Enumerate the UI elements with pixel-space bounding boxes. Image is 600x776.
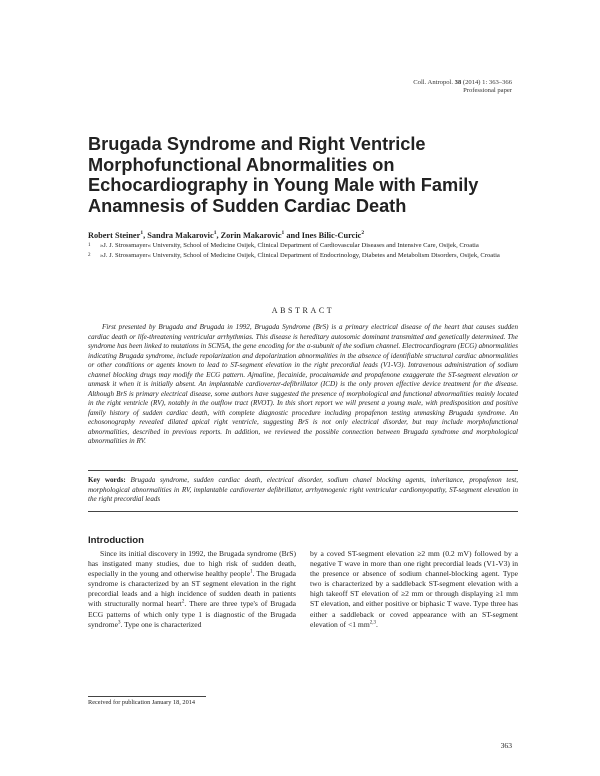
author-name: Ines Bilic-Curcic: [301, 230, 362, 240]
author-affiliation-mark: 1: [140, 230, 144, 236]
paper-title: Brugada Syndrome and Right Ventricle Morphofunctional Abnormalities on Echocardiography in Young Male with Family Anamnesis of Sudden Cardiac Death: [88, 134, 479, 216]
author-name: Zorin Makarovic: [220, 230, 282, 240]
citation-ref: 2,3: [369, 620, 376, 626]
author-name: Sandra Makarovic: [147, 230, 214, 240]
keywords-bottom-rule: [88, 511, 518, 512]
author-affiliation-mark: 2: [361, 230, 365, 236]
affiliation: [88, 252, 518, 261]
citation-ref: 1: [250, 569, 253, 575]
abstract-text: First presented by Brugada and Brugada in 1992, Brugada Syndrome (BrS) is a primary electrical disease of the heart that causes sudden cardiac death or life-threatening ventricular arrhythmias. This disease is hereditary autosomic dominant transmitted and genetically determined. The syndrome has been linked to mutations in SCN5A, the gene encoding for the α-subunit of the sodium channel. Electrocardiogram (ECG) abnormalities indicating Brugada syndrome, include repolarization and depolarization abnormalities in the absence of identifiable structural cardiac abnormalities or other conditions or agents known to lead to ST-segment elevation in the right precordial leads (V1-V3). Intravenous administration of sodium channel blocking drugs may modify the ECG pattern. Ajmaline, flecainide, procainamide and propafenone exaggerate the ST-segment elevation or unmask it when it is initially absent. An implantable cardioverter-defibrillator (ICD) is the only proven effective device treatment for the disease. Although BrS is primary electrical disease, some authors have suggested the presence of morphological and functional abnormalities mainly located in the right ventricle (RV), notably in the outflow tract (RVOT). In this short report we will present a young male, with predisposition and positive family history of sudden cardiac death, with complete diagnostic procedure including propafenon testing unmasking Brugada syndrome. An echosonography revealed dilated apical right ventricle, suggesting BrS is not only electrical disorder, but may include morphofunctional abnormalities, described in previous reports. In addition, we reviewed the possible connection between Brugada syndrome and morphological abnormalities in RV.: [88, 323, 518, 445]
affiliation: [88, 242, 518, 251]
received-footnote: Received for publication January 18, 2014: [88, 699, 196, 706]
section-heading-introduction: Introduction: [88, 535, 144, 546]
citation-ref: 3: [117, 620, 121, 626]
author-name: Robert Steiner: [88, 230, 141, 240]
affiliation-text: »J. J. Strossmayer« University, School of Medicine Osijek, Clinical Department of Endocrinology, Diabetes and Metabolism Disorders, Osijek, Croatia: [100, 251, 500, 259]
keywords-label: Key words:: [88, 476, 126, 484]
keywords-text: Brugada syndrome, sudden cardiac death, electrical disorder, sodium chanel blocking agents, inheritance, propafenon test, morphological abnormalities in RV, implantable cardioverter defibrillator, arrhytmogenic right ventricular cardiomyopathy, ST-segment elevation in the right precordial leads: [88, 476, 519, 503]
footnote-rule: [88, 696, 206, 697]
affiliation-number: 2: [88, 252, 91, 258]
journal-reference: [413, 79, 512, 95]
keywords-top-rule: [88, 470, 518, 471]
keywords: [88, 476, 518, 505]
abstract-heading: ABSTRACT: [271, 306, 335, 315]
affiliation-list: [88, 242, 518, 261]
author-affiliation-mark: 1: [213, 230, 217, 236]
citation-ref: 2: [181, 599, 185, 605]
author-list: Robert Steiner$^1$, Sandra Makarovic$^1$, Zorin Makarovic$^1$ and Ines Bilic-Curcic$^2$: [88, 230, 365, 240]
affiliation-number: 1: [88, 243, 91, 248]
page-number: 363: [500, 741, 512, 750]
intro-column-right: by a coved ST-segment elevation ≥2 mm (0.2 mV) followed by a negative T wave in more than one right precordial leads (V1-V3) in the presence or absence of sodium channel-blocking agent. Type two is characterized by a saddleback ST-segment elevation with a high takeoff ST elevation of ≥2 mm or through displaying ≥1 mm ST elevation, and either positive or biphasic T wave. Type three has either a saddleback or coved appearance with an ST-segment elevation of <1 mm$^{2,3}$.: [310, 549, 518, 629]
article-type: Professional paper: [463, 87, 512, 94]
affiliation-text: »J. J. Strossmayer« University, School of Medicine Osijek, Clinical Department of Cardiovascular Diseases and Intensive Care, Osijek, Croatia: [100, 242, 479, 249]
journal-citation: Coll. Antropol. 38 (2014) 1: 363–366: [413, 79, 512, 86]
intro-column-left: Since its initial discovery in 1992, the Brugada syndrome (BrS) has instigated many studies, due to high risk of sudden death, especially in the young and otherwise healthy people$^1$. The Brugada syndrome is characterized by an ST segment elevation in the right precordial leads and a high incidence of sudden death in patients with structurally normal heart$^2$. There are three type's of Brugada ECG patterns of which only type 1 is diagnostic of the Brugada syndrome$^3$. Type one is characterized: [88, 549, 297, 629]
author-affiliation-mark: 1: [281, 230, 285, 236]
